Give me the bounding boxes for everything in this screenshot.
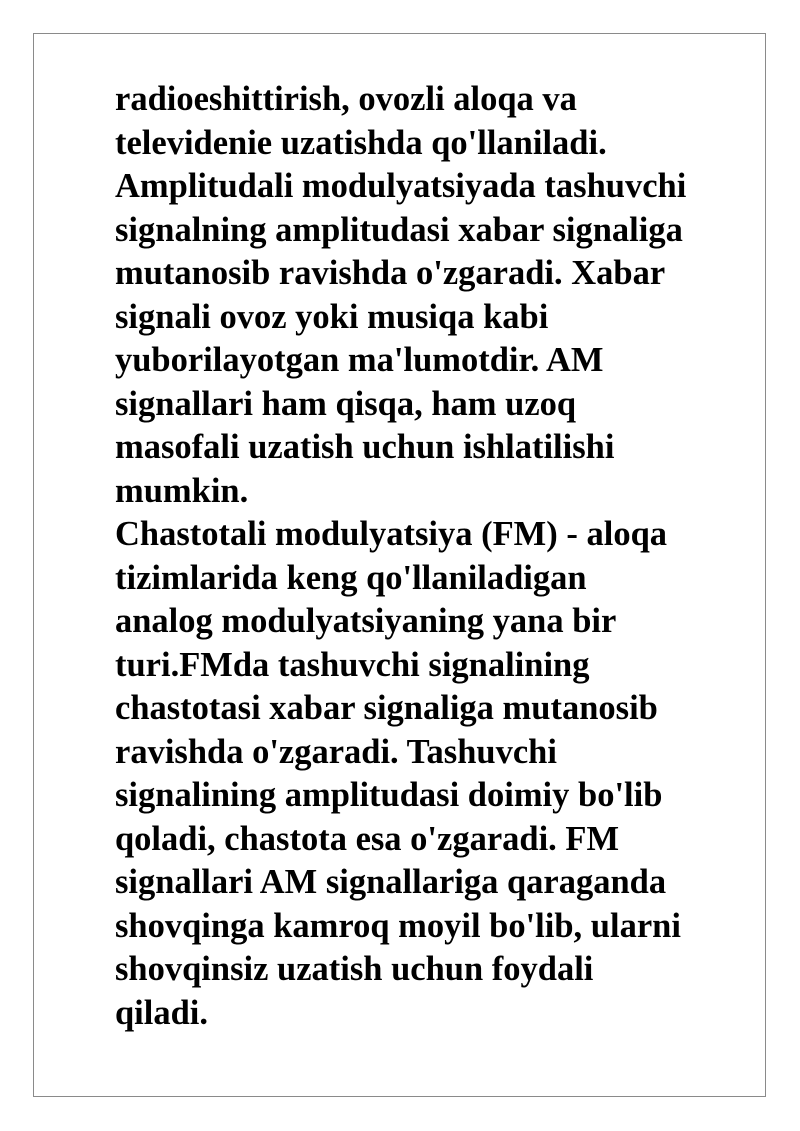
text-line: tizimlarida keng qo'llaniladigan: [115, 558, 587, 597]
text-line: signallari ham qisqa, ham uzoq: [115, 384, 577, 423]
text-line: turi.FMda tashuvchi signalining: [115, 645, 590, 684]
text-line: signallari AM signallariga qaraganda: [115, 863, 667, 901]
document-body: [115, 78, 755, 1035]
text-line: mumkin.: [115, 471, 249, 510]
text-line: Amplitudali modulyatsiyada tashuvchi: [115, 167, 687, 205]
text-line: signalining amplitudasi doimiy bo'lib: [115, 776, 663, 814]
text-line: mutanosib ravishda o'zgaradi. Xabar: [115, 254, 666, 292]
text-line: qoladi, chastota esa o'zgaradi. FM: [115, 819, 620, 858]
text-line: shovqinga kamroq moyil bo'lib, ularni: [115, 906, 681, 945]
text-line: ravishda o'zgaradi. Tashuvchi: [115, 732, 557, 771]
text-line: signalning amplitudasi xabar signaliga: [115, 210, 683, 249]
text-line: masofali uzatish uchun ishlatilishi: [115, 428, 615, 466]
text-line: shovqinsiz uzatish uchun foydali: [115, 950, 594, 988]
text-line: qiladi.: [115, 993, 209, 1032]
text-line: signali ovoz yoki musiqa kabi: [115, 297, 549, 336]
text-line: chastotasi xabar signaliga mutanosib: [115, 689, 658, 727]
text-line: yuborilayotgan ma'lumotdir. AM: [115, 341, 604, 379]
text-line: analog modulyatsiyaning yana bir: [115, 602, 617, 640]
text-line: televidenie uzatishda qo'llaniladi.: [115, 123, 607, 162]
text-line: Chastotali modulyatsiya (FM) - aloqa: [115, 515, 667, 553]
text-line: radioeshittirish, ovozli aloqa va: [115, 80, 577, 118]
